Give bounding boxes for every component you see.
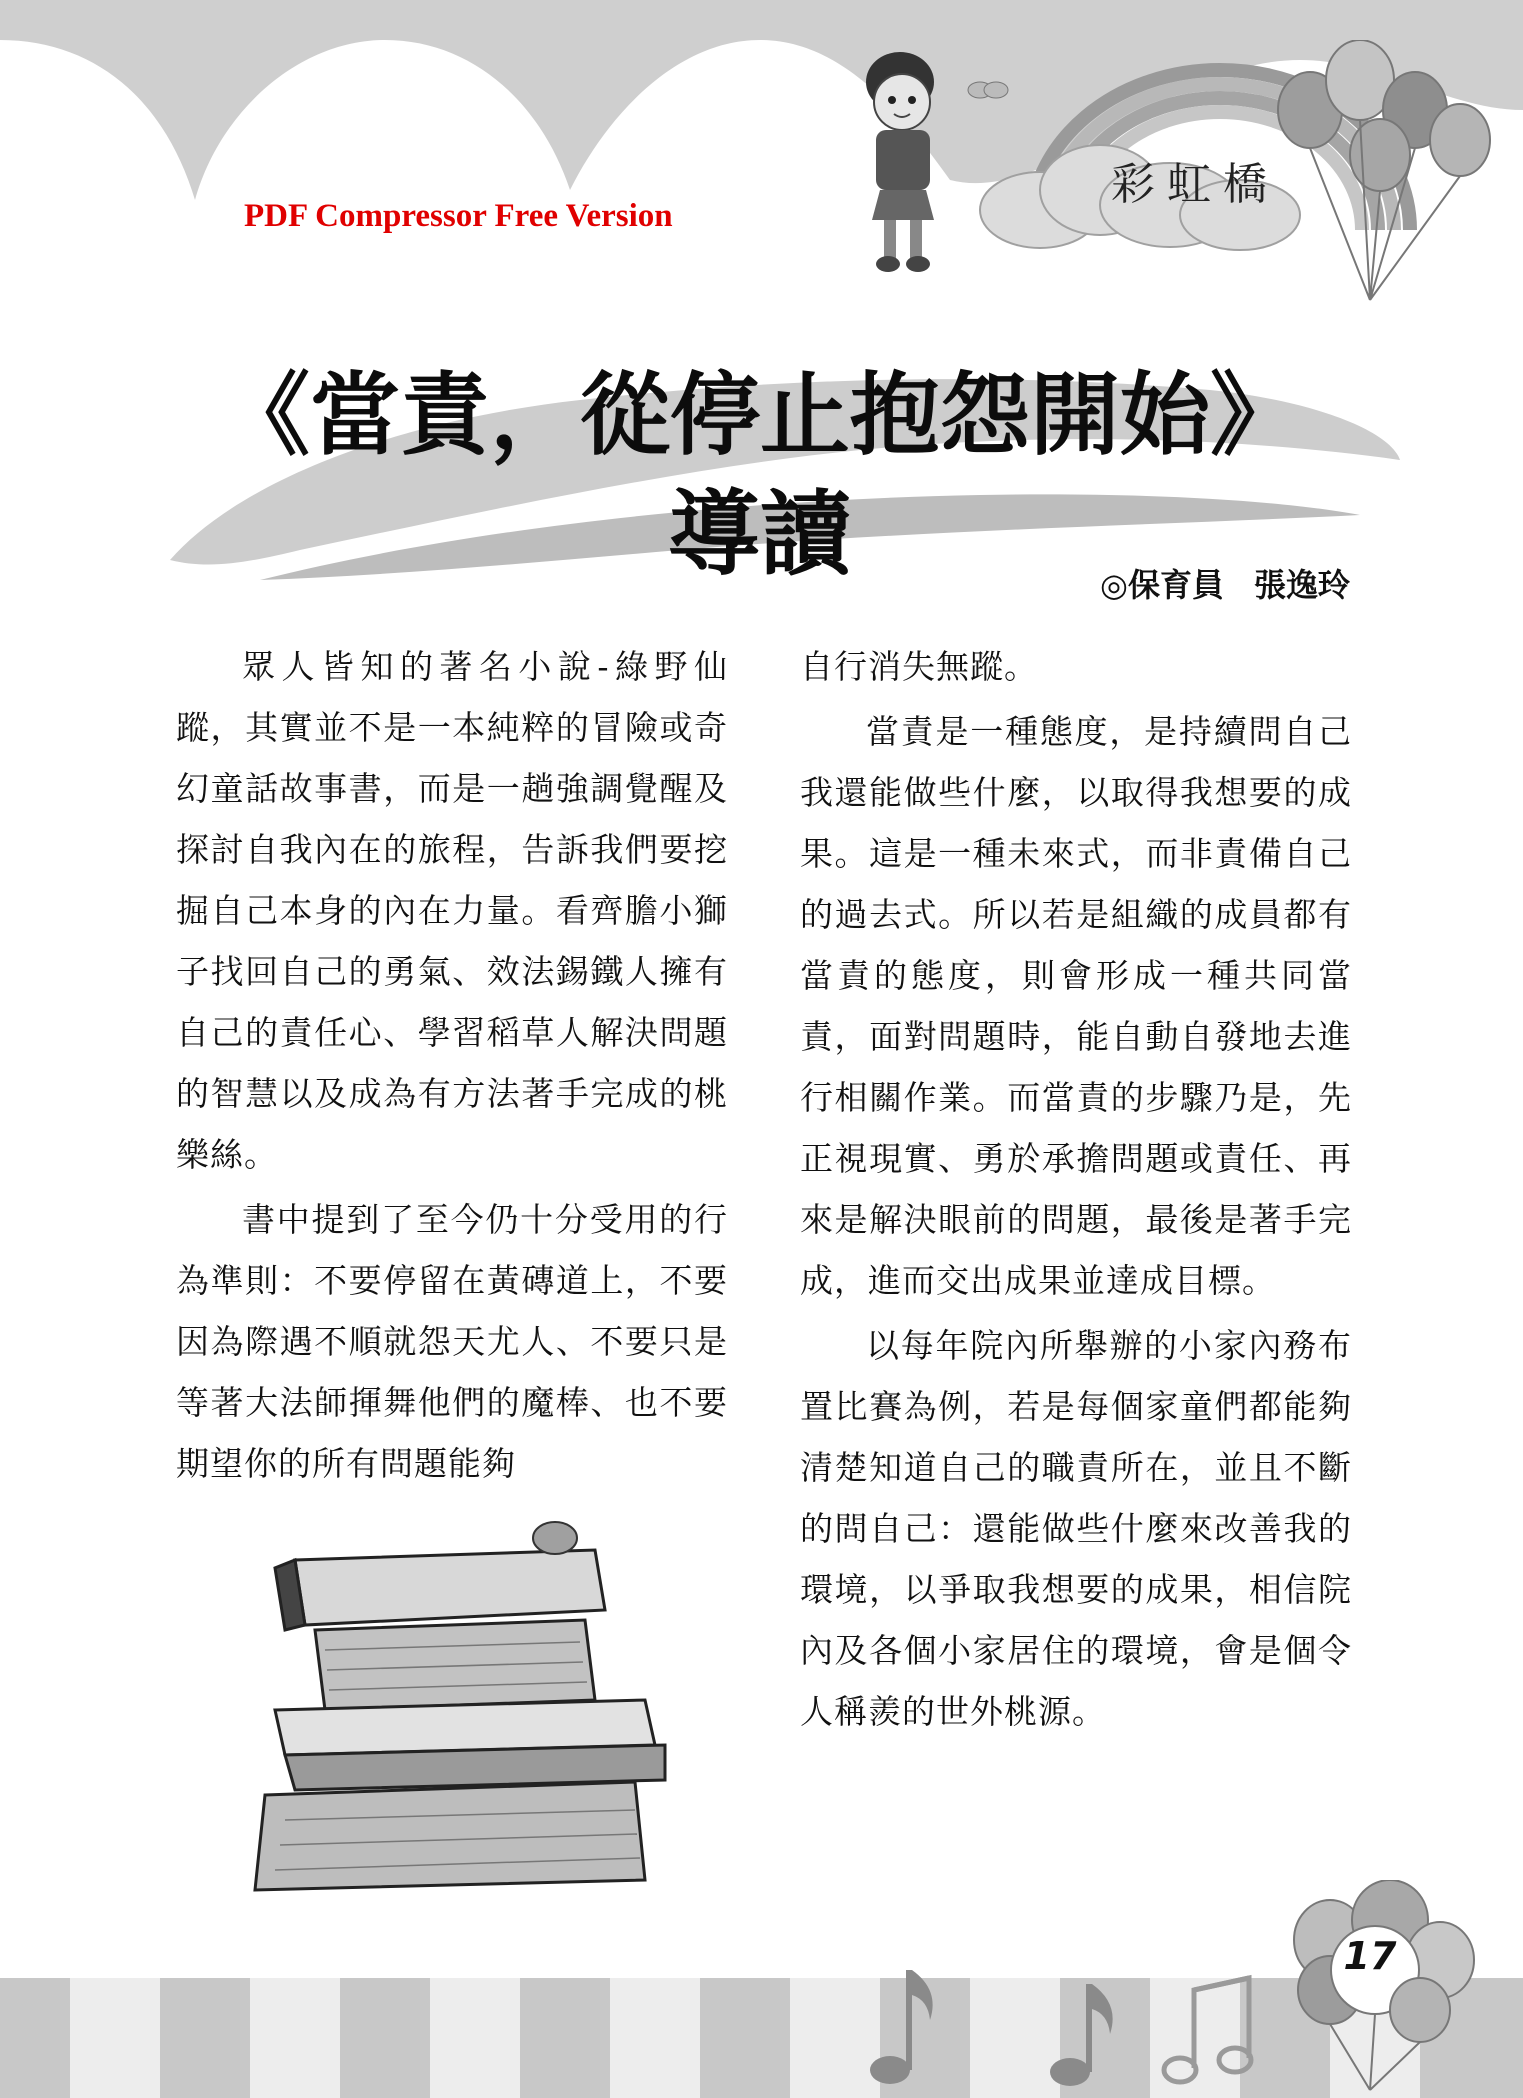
- paragraph-continuation: 自行消失無蹤。: [800, 647, 1038, 686]
- watermark: PDF Compressor Free Version: [244, 198, 673, 234]
- paragraph: 以每年院內所舉辦的小家內務布置比賽為例，若是每個家童們都能夠清楚知道自己的職責所在，並且不斷的問自己：還能做些什麼來改善我的環境，以爭取我想要的成果，相信院內及各個小家居住的環境，會是個令人稱羨的世外桃源。: [800, 1326, 1352, 1731]
- double-note-icon: [1164, 1978, 1251, 2082]
- byline-role: ◎保育員: [1100, 566, 1224, 604]
- paragraph: 眾人皆知的著名小說-綠野仙蹤，其實並不是一本純粹的冒險或奇幻童話故事書，而是一趟強調覺醒及探討自我內在的旅程，告訴我們要挖掘自己本身的內在力量。看齊膽小獅子找回自己的勇氣、效法錫鐵人擁有自己的責任心、學習稻草人解決問題的智慧以及成為有方法著手完成的桃樂絲。: [176, 647, 728, 1174]
- article-title: 《當責，從停止抱怨開始》: [220, 363, 1300, 468]
- butterfly-icon: [968, 82, 1008, 98]
- music-note-icon: [870, 1970, 933, 2084]
- music-note-icon: [1050, 1984, 1113, 2086]
- left-column: [176, 636, 728, 1498]
- page-number-balloons: [1270, 1880, 1490, 2098]
- book-stack-illustration: [225, 1520, 675, 1900]
- music-notes-decoration: [850, 1950, 1270, 2098]
- page-number: 17: [1343, 1934, 1397, 1978]
- byline: [1000, 560, 1350, 606]
- butterfly-icon: [533, 1522, 577, 1554]
- right-column: [800, 636, 1352, 1746]
- article-subtitle: 導讀: [667, 481, 852, 588]
- girl-illustration: [866, 52, 934, 272]
- byline-author: 張逸玲: [1253, 566, 1350, 604]
- paragraph: 當責是一種態度，是持續問自己我還能做些什麼，以取得我想要的成果。這是一種未來式，而非責備自己的過去式。所以若是組織的成員都有當責的態度，則會形成一種共同當責，面對問題時，能自動自發地去進行相關作業。而當責的步驟乃是，先正視現實、勇於承擔問題或責任、再來是解決眼前的問題，最後是著手完成，進而交出成果並達成目標。: [800, 712, 1352, 1300]
- paragraph: 書中提到了至今仍十分受用的行為準則：不要停留在黃磚道上，不要因為際遇不順就怨天尤人、不要只是等著大法師揮舞他們的魔棒、也不要期望你的所有問題能夠: [176, 1200, 728, 1483]
- section-badge: 彩虹橋: [1111, 159, 1279, 210]
